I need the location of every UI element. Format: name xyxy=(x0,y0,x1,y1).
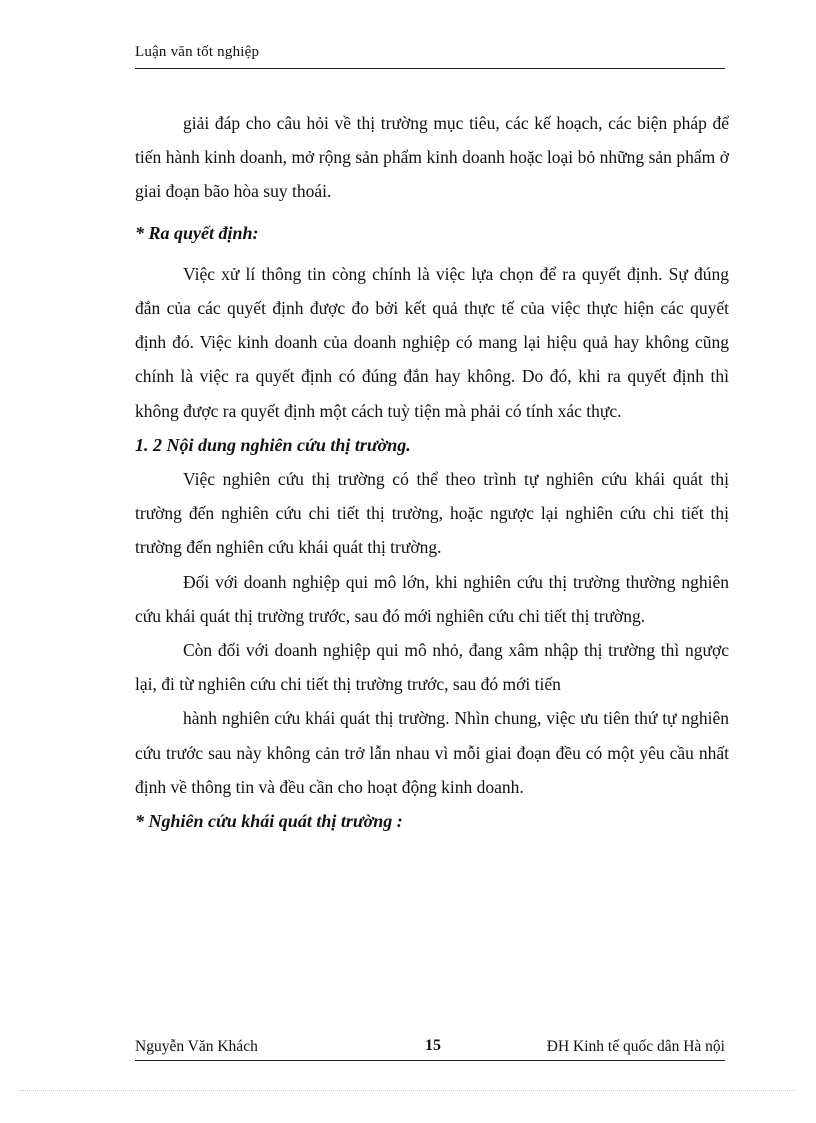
header-rule xyxy=(135,68,725,69)
running-footer xyxy=(135,1038,725,1058)
footer-rule xyxy=(135,1060,725,1061)
page-bottom-divider xyxy=(20,1090,796,1091)
paragraph-4: Đối với doanh nghiệp qui mô lớn, khi nghiên cứu thị trường thường nghiên cứu khái quát thị trường trước, sau đó mới nghiên cứu chi tiết thị trường. xyxy=(135,571,729,626)
running-header: Luận văn tốt nghiệp xyxy=(135,44,260,60)
footer-author: Nguyễn Văn Khách xyxy=(135,1038,258,1055)
paragraph-3: Việc nghiên cứu thị trường có thể theo trình tự nghiên cứu khái quát thị trường đến nghiên cứu chi tiết thị trường, hoặc ngược lại nghiên cứu chi tiết thị trường đến nghiên cứu khái quát thị trường. xyxy=(135,469,729,558)
footer-school: ĐH Kinh tế quốc dân Hà nội xyxy=(546,1038,725,1055)
page-number: 15 xyxy=(425,1037,441,1054)
paragraph-5: Còn đối với doanh nghiệp qui mô nhỏ, đang xâm nhập thị trường thì ngược lại, đi từ nghiên cứu chi tiết thị trường trước, sau đó mới tiến xyxy=(135,640,729,695)
heading-nghien-cuu-khai-quat: * Nghiên cứu khái quát thị trường : xyxy=(135,811,403,832)
paragraph-2: Việc xử lí thông tin còng chính là việc lựa chọn để ra quyết định. Sự đúng đắn của các quyết định được đo bởi kết quả thực tế của việc thực hiện các quyết định đó. Việc kinh doanh của doanh nghiệp có mang lại hiệu quả hay không cũng chính là việc ra quyết định có đúng đắn hay không. Do đó, khi ra quyết định thì không được ra quyết định một cách tuỳ tiện mà phải có tính xác thực. xyxy=(135,263,729,421)
paragraph-1: giải đáp cho câu hỏi về thị trường mục tiêu, các kế hoạch, các biện pháp để tiến hành kinh doanh, mở rộng sản phẩm kinh doanh hoặc loại bỏ những sản phẩm ở giai đoạn bão hòa suy thoái. xyxy=(135,113,729,202)
paragraph-6: hành nghiên cứu khái quát thị trường. Nhìn chung, việc ưu tiên thứ tự nghiên cứu trước sau này không cản trở lẫn nhau vì mỗi giai đoạn đều có một yêu cầu nhất định về thông tin và đều cần cho hoạt động kinh doanh. xyxy=(135,708,729,797)
spacer xyxy=(135,209,729,216)
spacer xyxy=(135,250,729,257)
heading-section-1-2: 1. 2 Nội dung nghiên cứu thị trường. xyxy=(135,434,411,455)
body-text xyxy=(135,106,729,838)
heading-ra-quyet-dinh: * Ra quyết định: xyxy=(135,222,259,243)
